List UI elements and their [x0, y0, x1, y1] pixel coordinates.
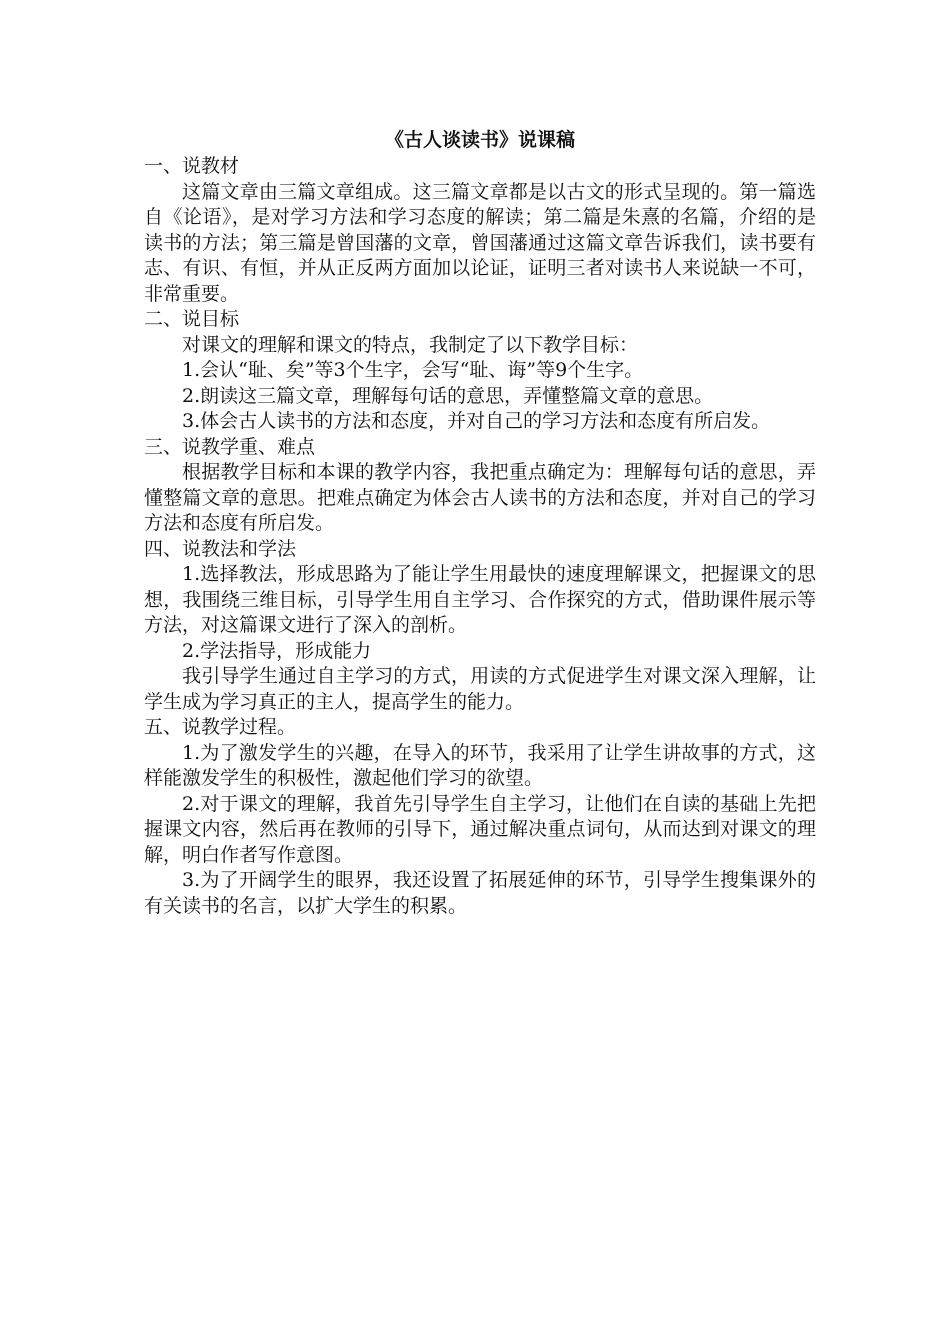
- section-textbook: [144, 154, 816, 307]
- section-heading: 二、说目标: [144, 308, 240, 330]
- section-heading: 四、说教法和学法: [144, 537, 297, 560]
- section-key-points: [144, 435, 816, 537]
- paragraph: 1.选择教法，形成思路为了能让学生用最快的速度理解课文，把握课文的思想，我围绕三维目标，引导学生用自主学习、合作探究的方式，借助课件展示等方法，对这篇课文进行了深入的剖析。: [144, 563, 816, 636]
- document-page: [144, 126, 816, 919]
- section-methods: [144, 537, 816, 716]
- paragraph: 根据教学目标和本课的教学内容，我把重点确定为：理解每句话的意思，弄懂整篇文章的意思。把难点确定为体会古人读书的方法和态度，并对自己的学习方法和态度有所启发。: [144, 461, 816, 534]
- section-process: [144, 715, 816, 919]
- section-objectives: [144, 307, 816, 435]
- paragraph: 1.会认“耻、矣”等3个生字，会写“耻、诲”等9个生字。: [182, 359, 644, 381]
- paragraph: 1.为了激发学生的兴趣，在导入的环节，我采用了让学生讲故事的方式，这样能激发学生的积极性，激起他们学习的欲望。: [144, 741, 816, 789]
- paragraph: 3.体会古人读书的方法和态度，并对自己的学习方法和态度有所启发。: [182, 410, 771, 432]
- section-heading: 五、说教学过程。: [144, 716, 297, 738]
- section-heading: 三、说教学重、难点: [144, 435, 316, 458]
- paragraph: 3.为了开阔学生的眼界，我还设置了拓展延伸的环节，引导学生搜集课外的有关读书的名言，以扩大学生的积累。: [144, 869, 816, 917]
- paragraph: 2.朗读这三篇文章，理解每句话的意思，弄懂整篇文章的意思。: [182, 384, 714, 407]
- section-heading: 一、说教材: [144, 155, 240, 177]
- paragraph: 这篇文章由三篇文章组成。这三篇文章都是以古文的形式呈现的。第一篇选自《论语》，是对学习方法和学习态度的解读；第二篇是朱熹的名篇，介绍的是读书的方法；第三篇是曾国藩的文章，曾国藩通过这篇文章告诉我们，读书要有志、有识、有恒，并从正反两方面加以论证，证明三者对读书人来说缺一不可，非常重要。: [144, 180, 816, 305]
- paragraph: 2.学法指导，形成能力: [182, 639, 372, 662]
- paragraph: 2.对于课文的理解，我首先引导学生自主学习，让他们在自读的基础上先把握课文内容，然后再在教师的引导下，通过解决重点词句，从而达到对课文的理解，明白作者写作意图。: [144, 792, 816, 866]
- paragraph: 对课文的理解和课文的特点，我制定了以下教学目标：: [182, 333, 639, 356]
- document-title: 《古人谈读书》说课稿: [384, 129, 575, 151]
- paragraph: 我引导学生通过自主学习的方式，用读的方式促进学生对课文深入理解，让学生成为学习真正的主人，提高学生的能力。: [144, 665, 816, 713]
